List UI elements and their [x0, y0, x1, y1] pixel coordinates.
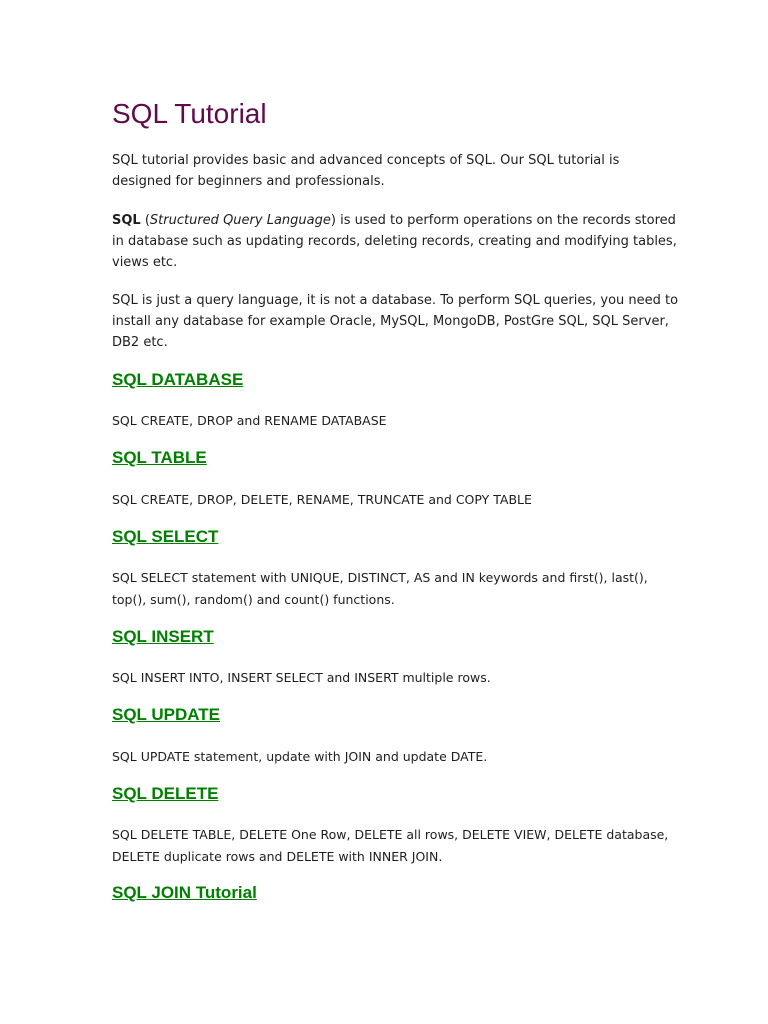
definition-text: ) is used to perform operations on the records stored in database such as updating records, deleting records, creating and modifying tables, views etc.: [112, 213, 677, 270]
intro-text: SQL tutorial provides basic and advanced concepts of SQL. Our SQL tutorial is designed for beginners and professionals.: [112, 153, 620, 189]
sql-select-link[interactable]: SQL SELECT: [112, 527, 219, 546]
sql-select-description: SQL SELECT statement with UNIQUE, DISTINCT, AS and IN keywords and first(), last(), top(), sum(), random() and count() functions.: [112, 570, 648, 607]
sql-database-description: SQL CREATE, DROP and RENAME DATABASE: [112, 413, 387, 428]
sql-database-link[interactable]: SQL DATABASE: [112, 370, 244, 389]
definition-open-paren: (: [140, 213, 150, 228]
sql-insert-link[interactable]: SQL INSERT: [112, 627, 214, 646]
page-title: SQL Tutorial: [112, 98, 267, 129]
sql-delete-description: SQL DELETE TABLE, DELETE One Row, DELETE all rows, DELETE VIEW, DELETE database, DELETE duplicate rows and DELETE with INNER JOIN.: [112, 827, 669, 864]
database-note-text: SQL is just a query language, it is not a database. To perform SQL queries, you need to install any database for example Oracle, MySQL, MongoDB, PostGre SQL, SQL Server, DB2 etc.: [112, 293, 679, 350]
definition-paragraph: [112, 210, 682, 273]
sql-join-tutorial-link[interactable]: SQL JOIN Tutorial: [112, 883, 257, 902]
sql-table-link[interactable]: SQL TABLE: [112, 448, 207, 467]
sql-table-description: SQL CREATE, DROP, DELETE, RENAME, TRUNCATE and COPY TABLE: [112, 492, 532, 507]
database-note-paragraph: [112, 290, 682, 353]
definition-term: SQL: [112, 213, 141, 228]
sql-insert-description: SQL INSERT INTO, INSERT SELECT and INSERT multiple rows.: [112, 670, 491, 685]
sql-delete-link[interactable]: SQL DELETE: [112, 784, 219, 803]
intro-paragraph: [112, 150, 682, 192]
definition-expansion: Structured Query Language: [149, 213, 331, 228]
sql-update-link[interactable]: SQL UPDATE: [112, 705, 220, 724]
sql-update-description: SQL UPDATE statement, update with JOIN and update DATE.: [112, 749, 488, 764]
